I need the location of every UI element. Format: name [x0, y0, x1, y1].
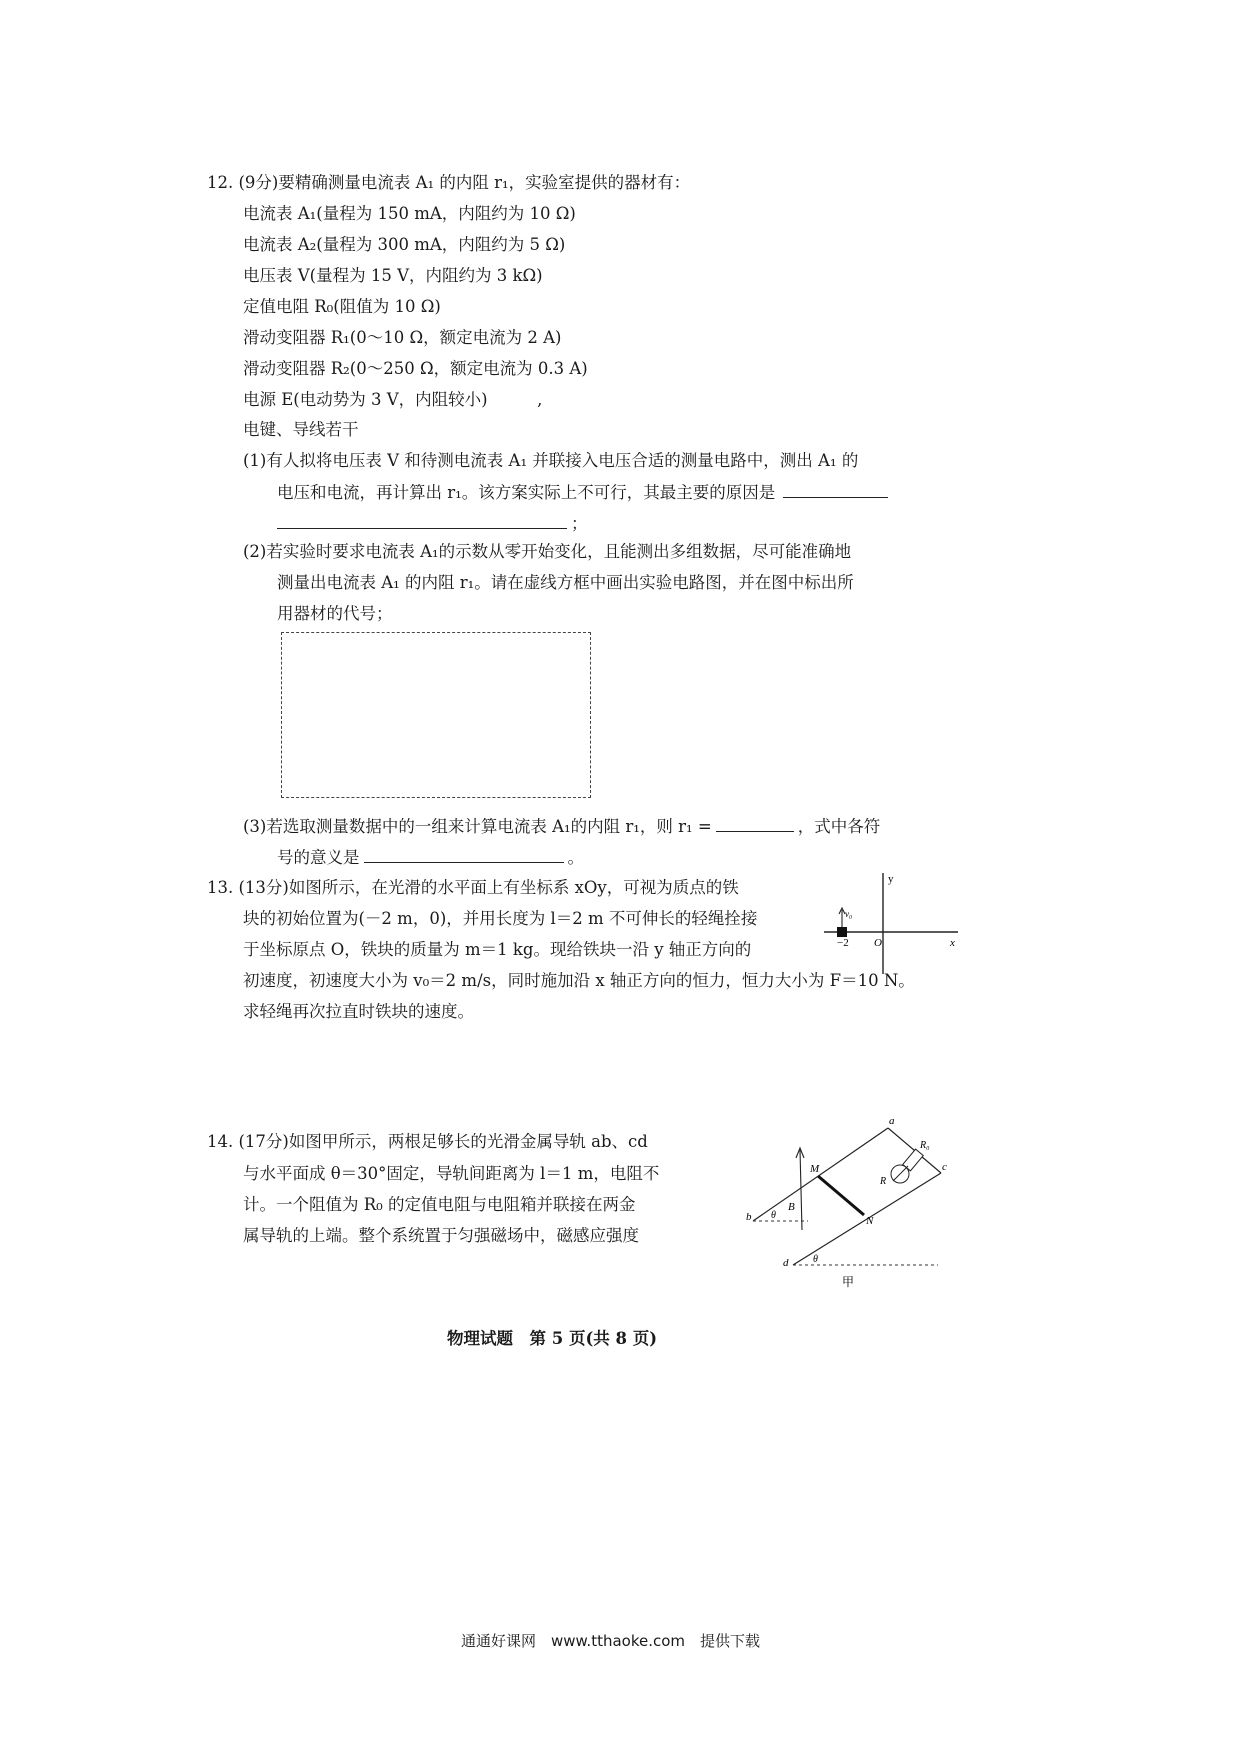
q12-part3-text-b: ，式中各符 [797, 817, 881, 836]
q14-line2: 与水平面成 θ＝30°固定，导轨间距离为 l＝1 m，电阻不 [243, 1164, 660, 1183]
equipment-item: 电源 E(电动势为 3 V，内阻较小) , [243, 390, 543, 409]
answer-blank-1[interactable] [783, 481, 888, 498]
label-b-field: B [788, 1201, 795, 1213]
q12-part3-text-c: 号的意义是 [277, 848, 360, 867]
q12-part3-line2 [277, 846, 584, 869]
label-c: c [942, 1161, 947, 1173]
resistor-box-arrow [893, 1166, 908, 1181]
q13-coordinate-figure [820, 868, 960, 978]
label-d: d [783, 1257, 789, 1269]
minus-two-label: −2 [837, 937, 849, 949]
answer-blank-r1[interactable] [716, 815, 794, 832]
equipment-item: 电流表 A₂(量程为 300 mA，内阻约为 5 Ω) [243, 235, 566, 254]
equipment-item: 电压表 V(量程为 15 V，内阻约为 3 kΩ) [243, 266, 543, 285]
q13-line5: 求轻绳再次拉直时铁块的速度。 [243, 1002, 474, 1021]
q12-part3-line1 [243, 815, 880, 838]
q12-part2-line2: 测量出电流表 A₁ 的内阻 r₁。请在虚线方框中画出实验电路图，并在图中标出所 [277, 573, 854, 592]
label-r0: R₀ [920, 1140, 930, 1151]
q14-rail-figure [738, 1110, 948, 1295]
b-field-arrow [800, 1150, 802, 1230]
q12-part2-line1: (2)若实验时要求电流表 A₁的示数从零开始变化，且能测出多组数据，尽可能准确地 [243, 542, 852, 561]
answer-blank-meaning[interactable] [364, 846, 564, 863]
v0-label: v₀ [845, 909, 853, 919]
figure-caption: 甲 [842, 1275, 855, 1289]
q13-line2: 块的初始位置为(－2 m，0)，并用长度为 l＝2 m 不可伸长的轻绳拴接 [243, 909, 758, 928]
label-r: R [880, 1176, 887, 1187]
equipment-item: 滑动变阻器 R₁(0～10 Ω，额定电流为 2 A) [243, 328, 562, 347]
q12-part2-line3: 用器材的代号； [277, 604, 393, 623]
q12-part3-text: (3)若选取测量数据中的一组来计算电流表 A₁的内阻 r₁，则 r₁ = [243, 817, 712, 836]
q12-part1-text: 电压和电流，再计算出 r₁。该方案实际上不可行，其最主要的原因是 [277, 483, 776, 502]
page-footer: 物理试题 第 5 页(共 8 页) [447, 1329, 658, 1348]
label-b: b [746, 1211, 752, 1223]
q14-line3: 计。一个阻值为 R₀ 的定值电阻与电阻箱并联接在两金 [243, 1195, 636, 1214]
q14-line4: 属导轨的上端。整个系统置于匀强磁场中，磁感应强度 [243, 1226, 639, 1245]
iron-block [837, 927, 847, 937]
circuit-drawing-box[interactable] [281, 632, 591, 798]
equipment-item: 电流表 A₁(量程为 150 mA，内阻约为 10 Ω) [243, 204, 576, 223]
label-theta-1: θ [771, 1210, 776, 1221]
q12-part1-line1: (1)有人拟将电压表 V 和待测电流表 A₁ 并联接入电压合适的测量电路中，测出 A₁ 的 [243, 451, 859, 470]
label-a: a [889, 1115, 895, 1127]
x-axis-label: x [950, 937, 955, 949]
rail-ab [753, 1128, 888, 1221]
y-axis-label: y [888, 873, 894, 885]
q12-part1-line3 [277, 512, 588, 535]
equipment-item: 电键、导线若干 [243, 420, 359, 439]
q12-part1-end: ； [571, 514, 588, 533]
answer-blank-1-cont[interactable] [277, 512, 567, 529]
q12-part1-line2 [277, 481, 888, 504]
equipment-item: 滑动变阻器 R₂(0～250 Ω，额定电流为 0.3 A) [243, 359, 588, 378]
q13-line4: 初速度，初速度大小为 v₀＝2 m/s，同时施加沿 x 轴正方向的恒力，恒力大小为 F＝10 N。 [243, 971, 915, 990]
rod-mn [818, 1176, 864, 1215]
label-n: N [866, 1215, 874, 1227]
equipment-item: 定值电阻 R₀(阻值为 10 Ω) [243, 297, 441, 316]
label-theta-2: θ [813, 1254, 818, 1265]
q12-header: 12. (9分)要精确测量电流表 A₁ 的内阻 r₁，实验室提供的器材有： [207, 173, 691, 192]
source-watermark: 通通好课网 www.tthaoke.com 提供下载 [461, 1632, 761, 1650]
label-m: M [810, 1163, 820, 1175]
q13-line1: 13. (13分)如图所示，在光滑的水平面上有坐标系 xOy，可视为质点的铁 [207, 878, 739, 897]
q12-part3-end: 。 [567, 848, 584, 867]
q14-line1: 14. (17分)如图甲所示，两根足够长的光滑金属导轨 ab、cd [207, 1132, 648, 1151]
origin-label: O [874, 937, 882, 949]
q13-line3: 于坐标原点 O，铁块的质量为 m＝1 kg。现给铁块一沿 y 轴正方向的 [243, 940, 752, 959]
